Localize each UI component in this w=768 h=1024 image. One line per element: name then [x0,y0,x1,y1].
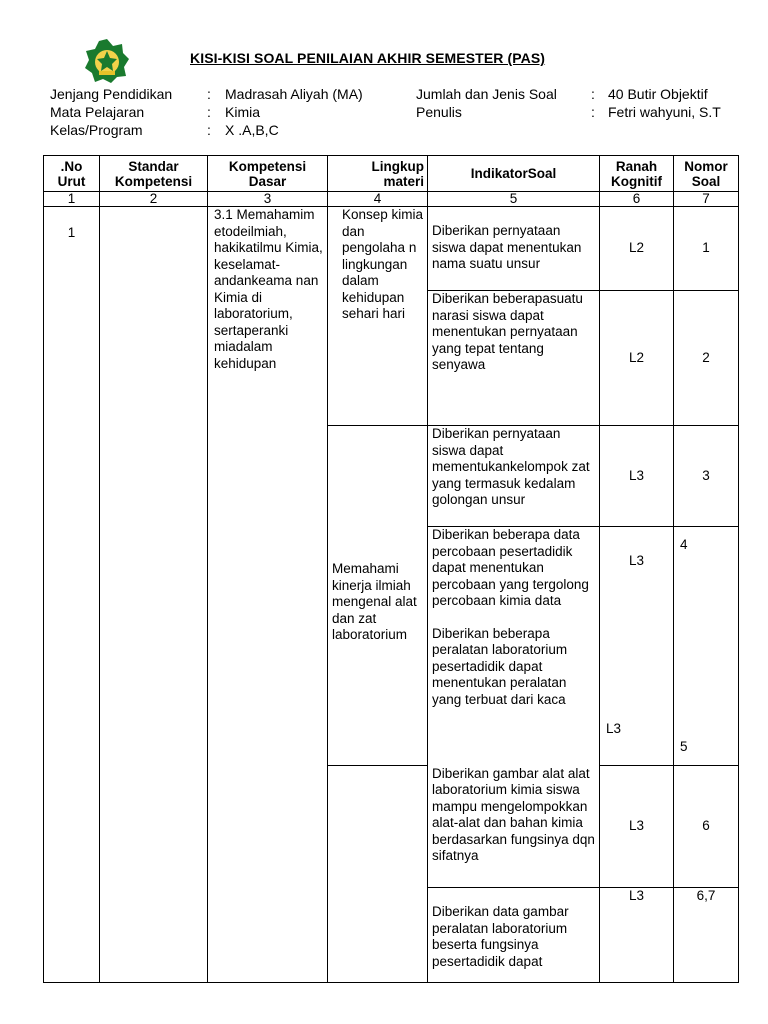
info-value-penulis: Fetri wahyuni, S.T [608,104,721,120]
header-ranah-kognitif: Ranah Kognitif [600,156,674,192]
header-indikator-soal: IndikatorSoal [428,156,600,192]
table-header-row [44,156,739,192]
info-value-jenjang: Madrasah Aliyah (MA) [225,86,363,102]
col-number: 2 [100,192,208,207]
info-colon: : [591,86,595,102]
header-standar-kompetensi: Standar Kompetensi [100,156,208,192]
info-colon: : [207,86,211,102]
cell-indikator: Diberikan beberapasuatu narasi siswa dapat menentukan pernyataan yang tepat tentang senyawa [428,291,600,426]
cell-ranah: L3 [600,766,674,888]
cell-standar-kompetensi [100,207,208,983]
indikator-text: Diberikan beberapa data percobaan pesertadidik dapat menentukan percobaan yang tergolong percobaan kimia data [432,527,589,608]
header-kompetensi-dasar: Kompetensi Dasar [208,156,328,192]
col-number: 4 [328,192,428,207]
table-row [44,207,739,291]
col-number: 5 [428,192,600,207]
col-number: 1 [44,192,100,207]
cell-ranah: L3 [600,426,674,527]
cell-nomor: 1 [674,207,739,291]
col-number: 6 [600,192,674,207]
column-number-row [44,192,739,207]
cell-indikator [428,527,600,766]
nomor-value: 5 [680,739,688,754]
cell-nomor: 6 [674,766,739,888]
info-value-mapel: Kimia [225,104,261,120]
cell-indikator: Diberikan data gambar peralatan laboratorium beserta fungsinya pesertadidik dapat [428,888,600,983]
cell-ranah: L2 [600,291,674,426]
cell-nomor: 6,7 [674,888,739,983]
cell-indikator: Diberikan gambar alat alat laboratorium kimia siswa mampu mengelompokkan alat-alat dan bahan kimia berdasarkan fungsinya dqn sifatnya [428,766,600,888]
info-value-jumlah: 40 Butir Objektif [608,86,708,102]
cell-lingkup-materi-1: Konsep kimia dan pengolaha n lingkungan dalam kehidupan sehari hari [328,207,428,426]
header-nomor-soal: Nomor Soal [674,156,739,192]
cell-kompetensi-dasar: 3.1 Memahamim etodeilmiah, hakikatilmu Kimia, keselamat-andankeama nan Kimia di laboratorium, sertaperanki miadalam kehidupan [208,207,328,983]
cell-nomor: 2 [674,291,739,426]
col-number: 7 [674,192,739,207]
col-number: 3 [208,192,328,207]
info-colon: : [207,122,211,138]
cell-ranah: L2 [600,207,674,291]
ranah-value: L3 [628,553,645,568]
cell-indikator: Diberikan pernyataan siswa dapat mementukankelompok zat yang termasuk kedalam golongan unsur [428,426,600,527]
cell-nomor: 3 [674,426,739,527]
cell-ranah [600,527,674,766]
info-label-kelas: Kelas/Program [50,122,143,138]
info-colon: : [591,104,595,120]
kemenag-emblem-icon [84,38,130,84]
ranah-value: L3 [606,721,622,736]
page-title: KISI-KISI SOAL PENILAIAN AKHIR SEMESTER (PAS) [190,50,546,66]
indikator-text: Diberikan beberapa peralatan laboratorium pesertadidik dapat menentukan peralatan yang terbuat dari kaca [432,625,568,707]
cell-ranah: L3 [600,888,674,983]
cell-no-urut: 1 [44,207,100,983]
info-label-jenjang: Jenjang Pendidikan [50,86,173,102]
cell-indikator: Diberikan pernyataan siswa dapat menentukan nama suatu unsur [428,207,600,291]
info-label-jumlah: Jumlah dan Jenis Soal [416,86,557,102]
header-no-urut: .No Urut [44,156,100,192]
info-value-kelas: X .A,B,C [225,122,279,138]
info-label-mapel: Mata Pelajaran [50,104,145,120]
header-lingkup-materi: Lingkup materi [328,156,428,192]
cell-lingkup-materi-3 [328,766,428,983]
kisi-kisi-table [43,155,739,983]
info-colon: : [207,104,211,120]
nomor-value: 4 [680,537,688,552]
cell-nomor [674,527,739,766]
cell-lingkup-materi-2: Memahami kinerja ilmiah mengenal alat dan zat laboratorium [328,426,428,766]
info-label-penulis: Penulis [416,104,462,120]
